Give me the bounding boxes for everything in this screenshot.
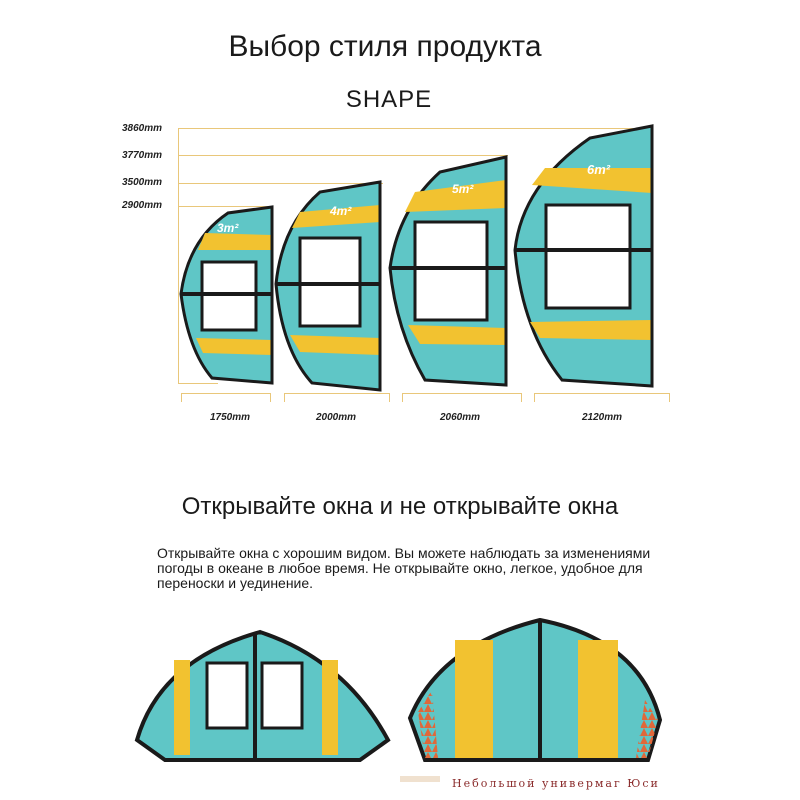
section-description: Открывайте окна с хорошим видом. Вы можете наблюдать за изменениями погоды в океане в любое время. Не открывайте окно, легкое, удобное для переноски и уединение. xyxy=(157,545,651,591)
height-label-3770: 3770mm xyxy=(122,150,163,161)
shop-name: Небольшой универмаг Юси xyxy=(452,777,660,790)
height-label-3500: 3500mm xyxy=(122,177,163,188)
wing-5m2 xyxy=(390,157,506,385)
page-title: Выбор стиля продукта xyxy=(228,30,542,63)
section-title: Открывайте окна и не открывайте окна xyxy=(181,493,619,520)
area-label-6m2: 6m² xyxy=(587,162,611,177)
height-label-2900: 2900mm xyxy=(122,200,163,211)
area-label-5m2: 5m² xyxy=(452,182,474,196)
width-label-1750: 1750mm xyxy=(209,412,251,423)
width-label-2060: 2060mm xyxy=(439,412,481,423)
width-label-2000: 2000mm xyxy=(315,412,357,423)
wing-without-windows xyxy=(410,620,660,760)
shop-badge-bar xyxy=(400,776,440,782)
wing-4m2 xyxy=(276,182,380,390)
shape-subtitle: SHAPE xyxy=(345,86,433,113)
height-label-3860: 3860mm xyxy=(122,123,163,134)
area-label-3m2: 3m² xyxy=(217,221,239,235)
wing-with-windows xyxy=(137,632,388,760)
wing-6m2 xyxy=(515,126,652,386)
area-label-4m2: 4m² xyxy=(330,204,352,218)
width-label-2120: 2120mm xyxy=(581,412,623,423)
